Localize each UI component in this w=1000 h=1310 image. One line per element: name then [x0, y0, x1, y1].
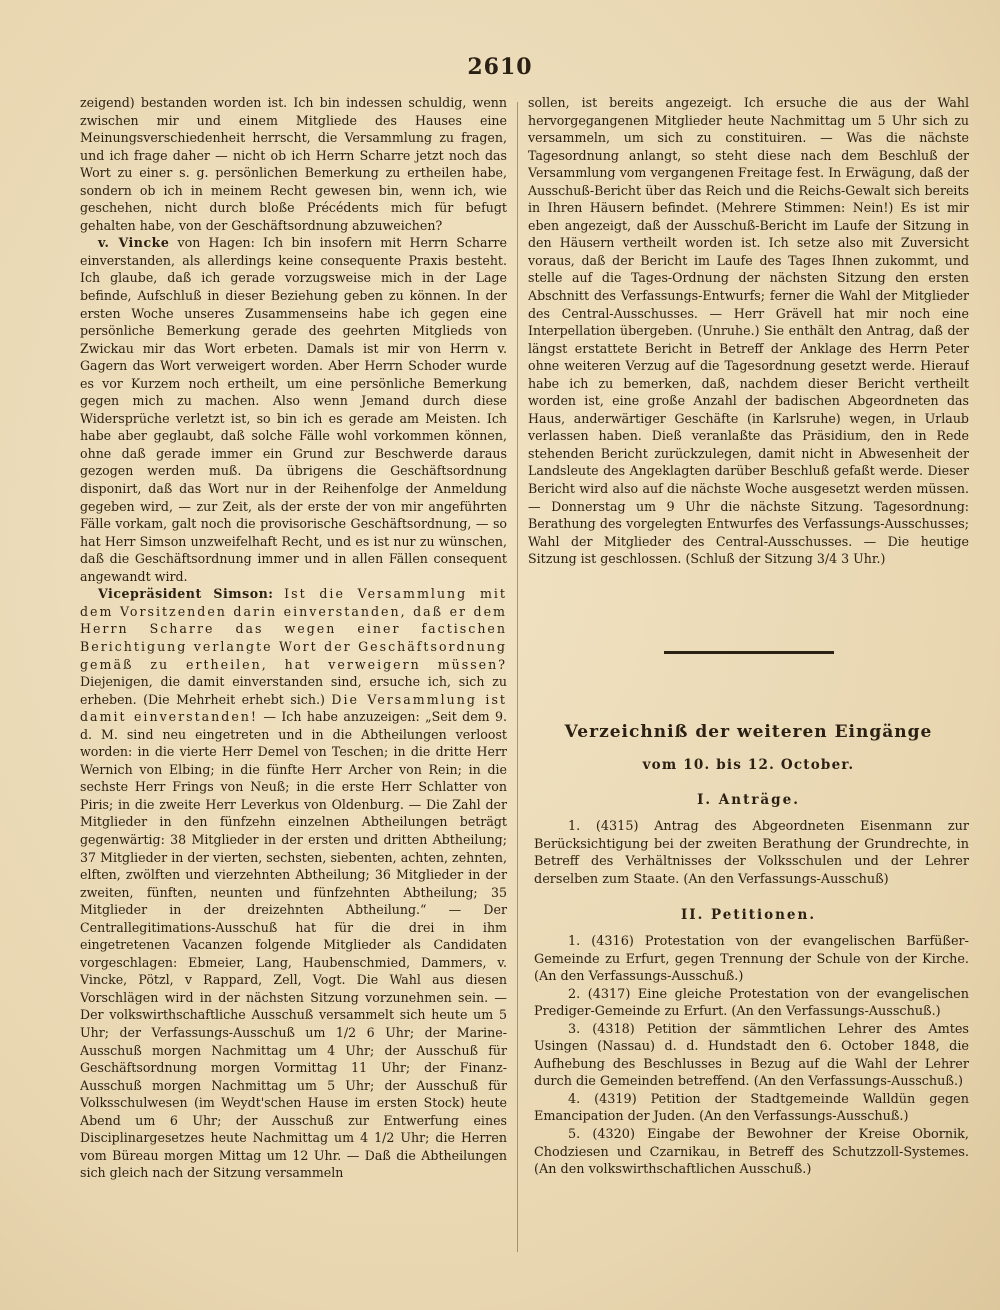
- speaker-name: Vicepräsident Simson:: [98, 586, 274, 602]
- list-item: 1. (4316) Protestation von der evangelischen Barfüßer-Gemeinde zu Erfurt, gegen Trennung der Schule von der Kirche. (An den Verfassungs-Ausschuß.): [534, 934, 969, 985]
- petitionen-heading: II. Petitionen.: [680, 907, 817, 923]
- paragraph: [80, 234, 507, 585]
- petitionen-list: [534, 933, 969, 1179]
- list-item: 5. (4320) Eingabe der Bewohner der Kreise Obornik, Chodziesen und Czarnikau, in Betreff des Schutzzoll-Systemes. (An den volkswirthschaftlichen Ausschuß.): [534, 1127, 969, 1178]
- speech-text: Diejenigen, die damit einverstanden sind, ersuche ich, sich zu erheben. (Die Mehrheit erhebt sich.): [80, 674, 507, 707]
- speech-text: von Hagen: Ich bin insofern mit Herrn Scharre einverstanden, als allerdings keine consequente Praxis besteht. Ich glaube, daß ich gerade vorzugsweise mich in der Lage befinde, Aufschluß in dieser Beziehung geben zu können. In der ersten Woche unseres Zusammenseins habe ich gegen eine persönliche Bemerkung gerade des geehrten Mitglieds von Zwickau mir das Wort erbeten. Damals ist mir von Herrn v. Gagern das Wort verweigert worden. Aber Herrn Schoder wurde es vor Kurzem noch ertheilt, um eine persönliche Bemerkung gegen mich zu machen. Also wenn Jemand durch diese Widersprüche verletzt ist, so bin ich es gerade am Meisten. Ich habe aber geglaubt, daß solche Fälle wohl vorkommen können, ohne daß gerade immer ein Grund zur Beschwerde daraus gezogen werden muß. Da übrigens die Geschäftsordnung disponirt, daß das Wort nur in der Reihenfolge der Anmeldung gegeben wird, — zur Zeit, als der erste der von mir angeführten Fälle vorkam, galt noch die provisorische Geschäftsordnung, — so hat Herr Simson unzweifelhaft Recht, und es ist nur zu wünschen, daß die Geschäftsordnung immer und in allen Fällen consequent angewandt wird.: [80, 235, 507, 584]
- paragraph: zeigend) bestanden worden ist. Ich bin indessen schuldig, wenn zwischen mir und einem Mitgliede des Hauses eine Meinungsverschiedenheit herrscht, die Versammlung zu fragen, und ich frage daher — nicht ob ich Herrn Scharre jetzt noch das Wort zu einer s. g. persönlichen Bemerkung zu ertheilen habe, sondern ob ich in meinem Recht gewesen bin, wenn ich, wie geschehen, nicht durch bloße Précédents mich für befugt gehalten habe, von der Geschäftsordnung abzuweichen?: [80, 95, 507, 233]
- paragraph: sollen, ist bereits angezeigt. Ich ersuche die aus der Wahl hervorgegangenen Mitglieder heute Nachmittag um 5 Uhr sich zu versammeln, um sich zu constituiren. — Was die nächste Tagesordnung anlangt, so steht diese nach dem Beschluß der Versammlung vom vergangenen Freitage fest. In Erwägung, daß der Ausschuß-Bericht über das Reich und die Reichs-Gewalt sich bereits in Ihren Häusern befindet. (Mehrere Stimmen: Nein!) Es ist mir eben angezeigt, daß der Ausschuß-Bericht im Laufe der Sitzung in den Häusern vertheilt worden ist. Ich setze also mit Zuversicht voraus, daß der Bericht im Laufe des Tages Ihnen zukommt, und stelle auf die Tages-Ordnung der nächsten Sitzung den ersten Abschnitt des Verfassungs-Entwurfs; ferner die Wahl der Mitglieder des Central-Ausschusses. — Herr Grävell hat mir noch eine Interpellation übergeben. (Unruhe.) Sie enthält den Antrag, daß der längst erstattete Bericht in Betreff der Anklage des Herrn Peter ohne weiteren Verzug auf die Tagesordnung gesetzt werde. Hierauf habe ich zu bemerken, daß, nachdem dieser Bericht vertheilt worden ist, eine große Anzahl der badischen Abgeordneten das Haus, anderwärtiger Geschäfte (in Karlsruhe) wegen, in Urlaub verlassen haben. Dieß veranlaßte das Präsidium, den in Rede stehenden Bericht zurückzulegen, damit nicht in Abwesenheit der Landsleute des Angeklagten darüber Beschluß gefaßt werde. Dieser Bericht wird also auf die nächste Woche ausgesetzt werden müssen. — Donnerstag um 9 Uhr die nächste Sitzung. Tagesordnung: Berathung des vorgelegten Entwurfes des Verfassungs-Ausschusses; Wahl der Mitglieder des Central-Ausschusses. — Die heutige Sitzung ist geschlossen. (Schluß der Sitzung 3/4 3 Uhr.): [528, 95, 969, 567]
- section-dates: vom 10. bis 12. October.: [642, 757, 855, 773]
- column-divider: [517, 102, 518, 1252]
- list-item: 4. (4319) Petition der Stadtgemeinde Walldün gegen Emancipation der Juden. (An den Verfassungs-Ausschuß.): [534, 1091, 969, 1125]
- page-number: 2610: [467, 54, 533, 80]
- left-column: [80, 94, 507, 1274]
- antraege-heading: I. Anträge.: [697, 792, 800, 808]
- speech-text: — Ich habe anzuzeigen: „Seit dem 9. d. M. sind neu eingetreten und in die Abtheilungen verloost worden: in die vierte Herr Demel von Teschen; in die dritte Herr Wernich von Elbing; in die fünfte Herr Archer von Rein; in die sechste Herr Frings von Neuß; in die erste Herr Schlatter von Piris; in die zweite Herr Leverkus von Oldenburg. — Die Zahl der Mitglieder in den fünfzehn einzelnen Abtheilungen beträgt gegenwärtig: 38 Mitglieder in der ersten und dritten Abtheilung; 37 Mitglieder in der vierten, sechsten, siebenten, achten, zehnten, elften, zwölften und vierzehnten Abtheilung; 36 Mitglieder in der zweiten, fünften, neunten und fünfzehnten Abtheilung; 35 Mitglieder in der dreizehnten Abtheilung.“ — Der Centrallegitimations-Ausschuß hat für die drei in ihm eingetretenen Vacanzen folgende Mitglieder als Candidaten vorgeschlagen: Ebmeier, Lang, Haubenschmied, Dammers, v. Vincke, Pötzl, v Rappard, Zell, Vogt. Die Wahl aus diesen Vorschlägen wird in der nächsten Sitzung vorzunehmen sein. — Der volkswirthschaftliche Ausschuß versammelt sich heute um 5 Uhr; der Verfassungs-Ausschuß um 1/2 6 Uhr; der Marine-Ausschuß morgen Nachmittag um 4 Uhr; der Ausschuß für Geschäftsordnung morgen Vormittag 11 Uhr; der Finanz-Ausschuß morgen Nachmittag um 5 Uhr; der Ausschuß für Volksschulwesen (im Weydt'schen Hause im ersten Stock) heute Abend um 6 Uhr; der Ausschuß zur Entwerfung eines Disciplinargesetzes heute Nachmittag um 4 1/2 Uhr; die Herren vom Büreau morgen Mittag um 12 Uhr. — Daß die Abtheilungen sich gleich nach der Sitzung versammeln: [80, 709, 507, 1181]
- paragraph: [80, 585, 507, 1182]
- speaker-name: v. Vincke: [98, 235, 170, 251]
- right-column: [528, 94, 969, 604]
- list-item: 1. (4315) Antrag des Abgeordneten Eisenmann zur Berücksichtigung bei der zweiten Berathung der Grundrechte, in Betreff des Verhältnisses der Volksschulen und der Lehrer derselben zum Staate. (An den Verfassungs-Ausschuß): [534, 819, 969, 887]
- list-item: 3. (4318) Petition der sämmtlichen Lehrer des Amtes Usingen (Nassau) d. d. Hundstadt den 6. October 1848, die Aufhebung des Beschlusses in Bezug auf die Wahl der Lehrer durch die Gemeinden betreffend. (An den Verfassungs-Ausschuß.): [534, 1021, 969, 1090]
- section-title: Verzeichniß der weiteren Eingänge: [564, 722, 933, 742]
- antraege-list: [534, 818, 969, 888]
- spaced-text: Ist die Versammlung mit dem Vorsitzenden darin einverstanden, daß er dem Herrn Scharre das wegen einer factischen Berichtigung verlangte Wort der Geschäftsordnung gemäß zu ertheilen, hat verweigern müssen?: [80, 586, 507, 672]
- list-item: 2. (4317) Eine gleiche Protestation von der evangelischen Prediger-Gemeinde zu Erfurt. (An den Verfassungs-Ausschuß.): [534, 986, 969, 1020]
- section-rule: [664, 651, 834, 654]
- spaced-text: Die Versammlung ist damit einverstanden!: [80, 691, 507, 725]
